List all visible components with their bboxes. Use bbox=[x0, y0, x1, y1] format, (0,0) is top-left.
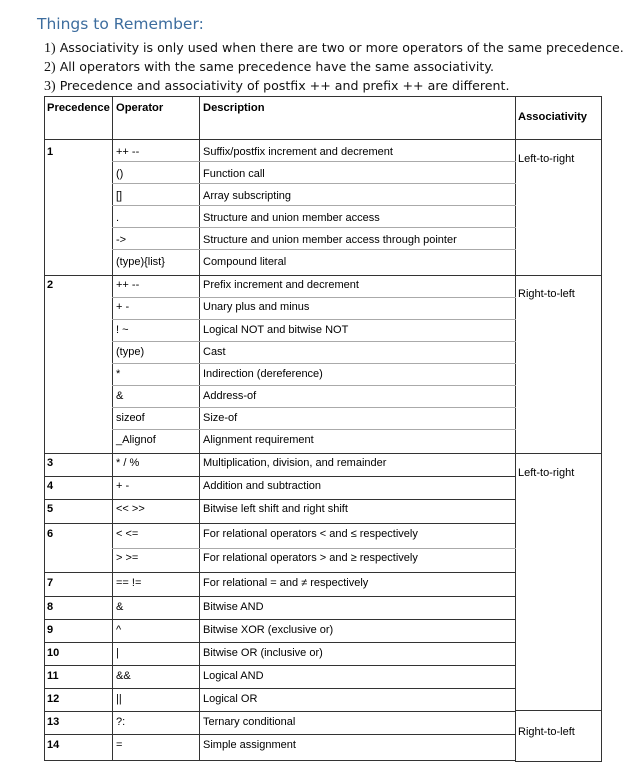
description-cell: Unary plus and minus bbox=[203, 301, 310, 313]
sub-row-divider bbox=[112, 363, 516, 364]
description-cell: Address-of bbox=[203, 390, 257, 402]
sub-row-divider bbox=[112, 161, 516, 162]
operator-cell: == != bbox=[116, 577, 142, 589]
operator-cell: * bbox=[116, 368, 121, 380]
row-divider bbox=[44, 476, 516, 477]
operator-cell: -> bbox=[116, 234, 127, 246]
rule-3-number: 3) bbox=[44, 79, 56, 94]
row-divider bbox=[44, 619, 516, 620]
header-operator: Operator bbox=[116, 102, 164, 114]
operator-cell: ?: bbox=[116, 716, 126, 728]
precedence-cell: 4 bbox=[47, 480, 54, 492]
header-associativity: Associativity bbox=[518, 111, 588, 123]
sub-row-divider bbox=[112, 205, 516, 206]
operator-cell: * / % bbox=[116, 457, 140, 469]
row-divider bbox=[44, 275, 516, 276]
description-cell: Size-of bbox=[203, 412, 238, 424]
precedence-cell: 5 bbox=[47, 503, 54, 515]
description-cell: Bitwise left shift and right shift bbox=[203, 503, 348, 515]
sub-row-divider bbox=[112, 429, 516, 430]
sub-row-divider bbox=[112, 183, 516, 184]
description-cell: For relational operators < and ≤ respectively bbox=[203, 528, 418, 540]
row-divider bbox=[44, 688, 516, 689]
description-cell: Structure and union member access bbox=[203, 212, 380, 224]
precedence-cell: 2 bbox=[47, 279, 54, 291]
row-divider bbox=[44, 499, 516, 500]
operator-cell: << >> bbox=[116, 503, 145, 515]
description-cell: Suffix/postfix increment and decrement bbox=[203, 146, 393, 158]
operator-cell: & bbox=[116, 601, 124, 613]
associativity-label: Left-to-right bbox=[518, 153, 575, 165]
sub-row-divider bbox=[112, 385, 516, 386]
associativity-label: Left-to-right bbox=[518, 467, 575, 479]
description-cell: Multiplication, division, and remainder bbox=[203, 457, 387, 469]
description-cell: Simple assignment bbox=[203, 739, 296, 751]
description-cell: Bitwise AND bbox=[203, 601, 264, 613]
operator-cell: . bbox=[116, 212, 120, 224]
description-cell: Addition and subtraction bbox=[203, 480, 322, 492]
precedence-cell: 9 bbox=[47, 624, 54, 636]
precedence-cell: 12 bbox=[47, 693, 60, 705]
sub-row-divider bbox=[112, 319, 516, 320]
description-cell: For relational operators > and ≥ respectively bbox=[203, 552, 418, 564]
operator-cell: = bbox=[116, 739, 123, 751]
rule-2 bbox=[44, 59, 494, 76]
description-cell: Cast bbox=[203, 346, 226, 358]
associativity-divider bbox=[515, 453, 602, 454]
operator-cell: ++ -- bbox=[116, 146, 140, 158]
operator-cell: sizeof bbox=[116, 412, 145, 424]
rule-3-text: Precedence and associativity of postfix ++ and prefix ++ are different. bbox=[59, 78, 510, 93]
precedence-cell: 13 bbox=[47, 716, 60, 728]
rule-1 bbox=[44, 40, 624, 57]
row-divider bbox=[44, 139, 516, 140]
description-cell: Logical OR bbox=[203, 693, 258, 705]
description-cell: Bitwise XOR (exclusive or) bbox=[203, 624, 334, 636]
row-divider bbox=[44, 711, 516, 712]
precedence-cell: 10 bbox=[47, 647, 60, 659]
description-cell: Compound literal bbox=[203, 256, 287, 268]
operator-cell: || bbox=[116, 693, 122, 705]
description-cell: For relational = and ≠ respectively bbox=[203, 577, 369, 589]
sub-row-divider bbox=[112, 297, 516, 298]
operator-cell: && bbox=[116, 670, 131, 682]
associativity-column-frame bbox=[515, 96, 602, 762]
precedence-cell: 11 bbox=[47, 670, 59, 682]
row-divider bbox=[44, 523, 516, 524]
row-divider bbox=[44, 572, 516, 573]
description-cell: Structure and union member access through pointer bbox=[203, 234, 457, 246]
rule-2-text: All operators with the same precedence have the same associativity. bbox=[59, 59, 494, 74]
associativity-label: Right-to-left bbox=[518, 726, 575, 738]
description-cell: Bitwise OR (inclusive or) bbox=[203, 647, 323, 659]
description-cell: Prefix increment and decrement bbox=[203, 279, 359, 291]
rule-1-text: Associativity is only used when there are two or more operators of the same precedence. bbox=[59, 40, 624, 55]
operator-cell: _Alignof bbox=[116, 434, 156, 446]
row-divider bbox=[44, 665, 516, 666]
sub-row-divider bbox=[112, 548, 516, 549]
rule-2-number: 2) bbox=[44, 60, 56, 75]
row-divider bbox=[44, 596, 516, 597]
operator-cell: ^ bbox=[116, 624, 122, 636]
precedence-cell: 8 bbox=[47, 601, 54, 613]
associativity-divider bbox=[515, 710, 602, 711]
associativity-divider bbox=[515, 139, 602, 140]
precedence-cell: 3 bbox=[47, 457, 54, 469]
operator-cell: < <= bbox=[116, 528, 139, 540]
row-divider bbox=[44, 642, 516, 643]
operator-cell: (type) bbox=[116, 346, 145, 358]
operator-cell: + - bbox=[116, 480, 130, 492]
operator-cell: [] bbox=[116, 190, 123, 202]
header-description: Description bbox=[203, 102, 265, 114]
operator-cell: + - bbox=[116, 301, 130, 313]
description-cell: Alignment requirement bbox=[203, 434, 314, 446]
associativity-label: Right-to-left bbox=[518, 288, 575, 300]
row-divider bbox=[44, 734, 516, 735]
precedence-cell: 7 bbox=[47, 577, 54, 589]
description-cell: Ternary conditional bbox=[203, 716, 296, 728]
rule-3 bbox=[44, 78, 509, 95]
sub-row-divider bbox=[112, 341, 516, 342]
description-cell: Indirection (dereference) bbox=[203, 368, 323, 380]
description-cell: Logical NOT and bitwise NOT bbox=[203, 324, 349, 336]
sub-row-divider bbox=[112, 249, 516, 250]
operator-cell: ! ~ bbox=[116, 324, 129, 336]
description-cell: Function call bbox=[203, 168, 265, 180]
precedence-cell: 6 bbox=[47, 528, 54, 540]
associativity-divider bbox=[515, 275, 602, 276]
operator-cell: > >= bbox=[116, 552, 139, 564]
operator-cell: & bbox=[116, 390, 124, 402]
precedence-cell: 14 bbox=[47, 739, 60, 751]
operator-cell: ++ -- bbox=[116, 279, 140, 291]
precedence-cell: 1 bbox=[47, 146, 54, 158]
operator-cell: () bbox=[116, 168, 124, 180]
description-cell: Logical AND bbox=[203, 670, 264, 682]
row-divider bbox=[44, 453, 516, 454]
section-heading: Things to Remember: bbox=[37, 15, 204, 33]
rule-1-number: 1) bbox=[44, 41, 56, 56]
operator-cell: (type){list} bbox=[116, 256, 165, 268]
operator-cell: | bbox=[116, 647, 119, 659]
description-cell: Array subscripting bbox=[203, 190, 292, 202]
sub-row-divider bbox=[112, 407, 516, 408]
sub-row-divider bbox=[112, 227, 516, 228]
header-precedence: Precedence bbox=[47, 102, 110, 114]
